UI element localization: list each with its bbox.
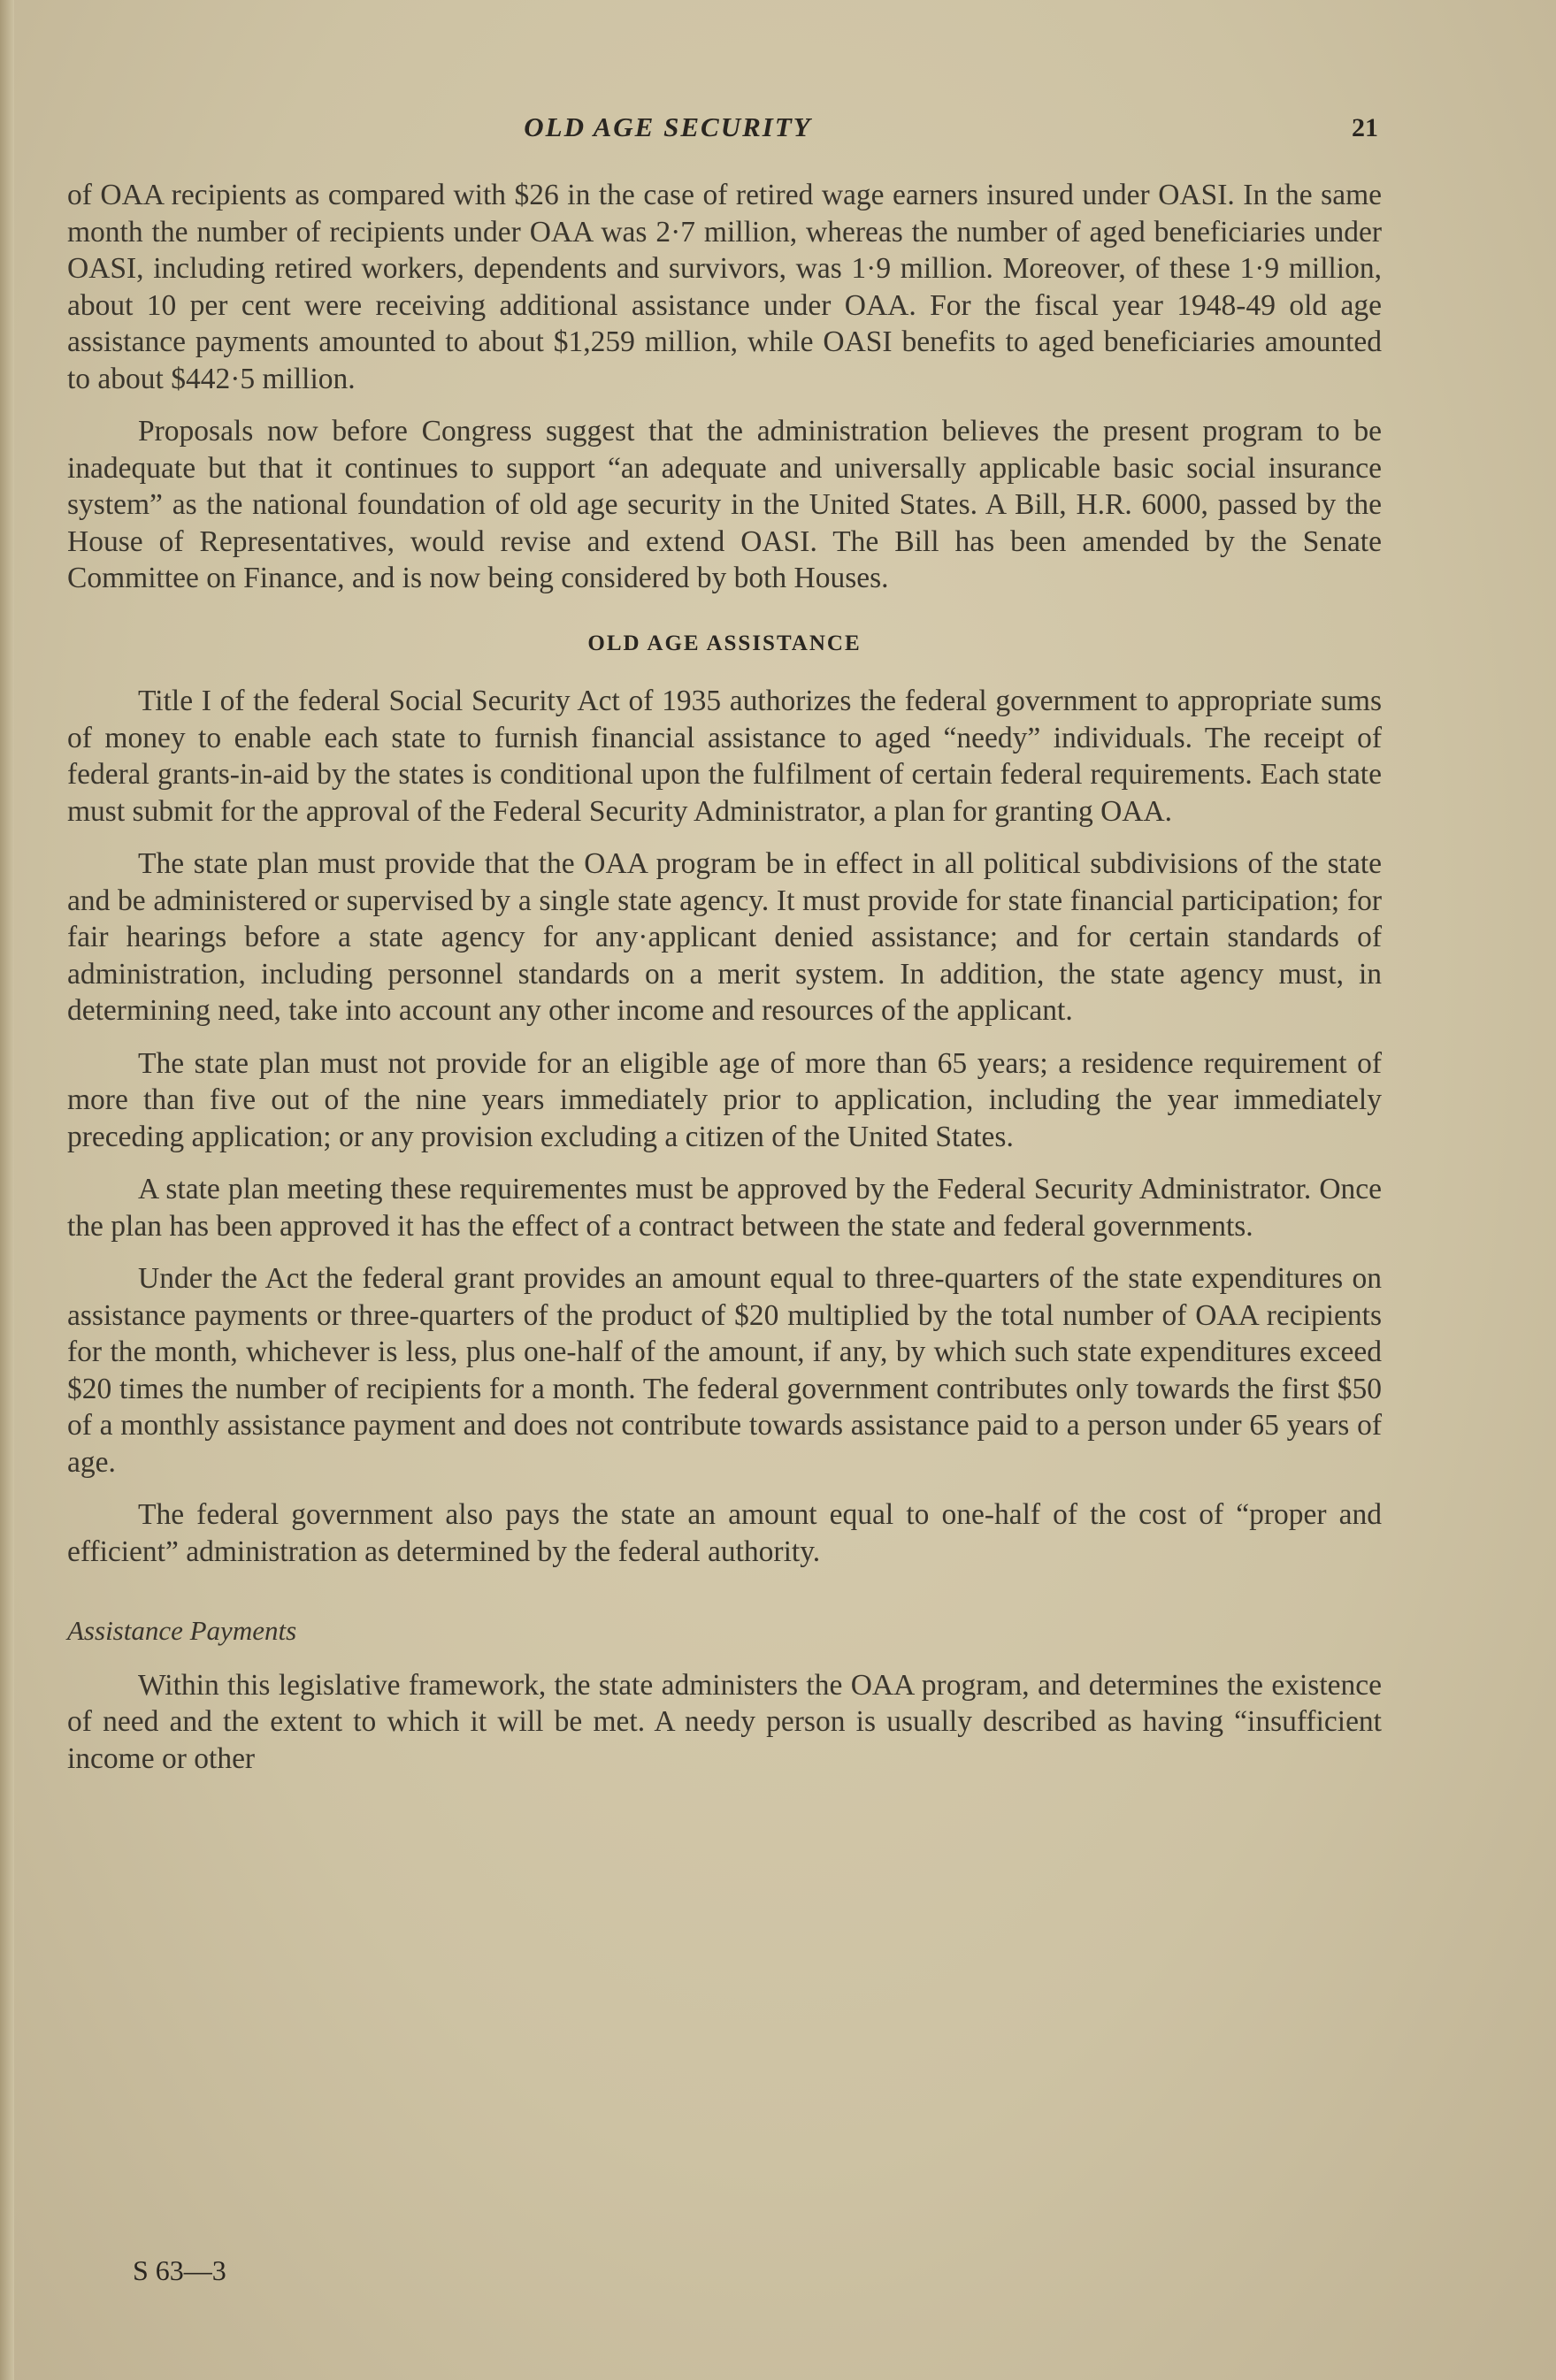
paragraph-plan-restrictions: The state plan must not provide for an eligible age of more than 65 years; a residence requirement of more than five out of the nine years immediately prior to application, including the year immediately preceding application; or any provision excluding a citizen of the United States. (67, 1046, 1382, 1153)
running-title: OLD AGE SECURITY (524, 111, 812, 142)
paragraph-continued: of OAA recipients as compared with $26 in the case of retired wage earners insured under OASI. In the same month the number of recipients under OAA was 2·7 million, whereas the number of aged beneficiaries under OASI, including retired workers, dependents and survivors, was 1·9 million. Moreover, of these 1·9 million, about 10 per cent were receiving additional assistance under OAA. For the fiscal year 1948-49 old age assistance payments amounted to about $1,259 million, while OASI benefits to aged beneficiaries amounted to about $442·5 million. (67, 179, 1382, 395)
section-heading: OLD AGE ASSISTANCE (587, 631, 862, 655)
paragraph-administration-cost: The federal government also pays the state an amount equal to one-half of the cost of “proper and efficient” administration as determined by the federal authority. (67, 1498, 1382, 1568)
running-head (0, 111, 1556, 147)
signature-mark: S 63—3 (133, 2254, 226, 2286)
body-text (67, 177, 1382, 1793)
page-number: 21 (1352, 113, 1378, 142)
paragraph-state-plan: The state plan must provide that the OAA program be in effect in all political subdivisions of the state and be administered or supervised by a single state agency. It must provide for state financial participation; for fair hearings before a state agency for any·applicant denied assistance; and for certain standards of administration, including personnel standards on a merit system. In addition, the state agency must, in determining need, take into account any other income and resources of the applicant. (67, 847, 1382, 1027)
paragraph-congress-proposals: Proposals now before Congress suggest that the administration believes the present program to be inadequate but that it continues to support “an adequate and universally applicable basic social insurance system” as the national foundation of old age security in the United States. A Bill, H.R. 6000, passed by the House of Representatives, would revise and extend OASI. The Bill has been amended by the Senate Committee on Finance, and is now being considered by both Houses. (67, 415, 1382, 594)
page-edge-shadow (0, 0, 14, 2380)
paragraph-assistance-payments: Within this legislative framework, the state administers the OAA program, and determines the existence of need and the extent to which it will be met. A needy person is usually described as having “insufficient income or other (67, 1668, 1382, 1775)
subsection-heading: Assistance Payments (67, 1615, 297, 1646)
paragraph-plan-approval: A state plan meeting these requirementes must be approved by the Federal Security Administrator. Once the plan has been approved it has the effect of a contract between the state and federal governments. (67, 1173, 1382, 1243)
paragraph-federal-grant: Under the Act the federal grant provides an amount equal to three-quarters of the state expenditures on assistance payments or three-quarters of the product of $20 multiplied by the total number of OAA recipients for the month, whichever is less, plus one-half of the amount, if any, by which such state expenditures exceed $20 times the number of recipients for a month. The federal government contributes only towards the first $50 of a monthly assistance payment and does not contribute towards assistance paid to a person under 65 years of age. (67, 1262, 1382, 1479)
paragraph-title-one: Title I of the federal Social Security Act of 1935 authorizes the federal government to appropriate sums of money to enable each state to furnish financial assistance to aged “needy” individuals. The receipt of federal grants-in-aid by the states is conditional upon the fulfilment of certain federal requirements. Each state must submit for the approval of the Federal Security Administrator, a plan for granting OAA. (67, 685, 1382, 828)
